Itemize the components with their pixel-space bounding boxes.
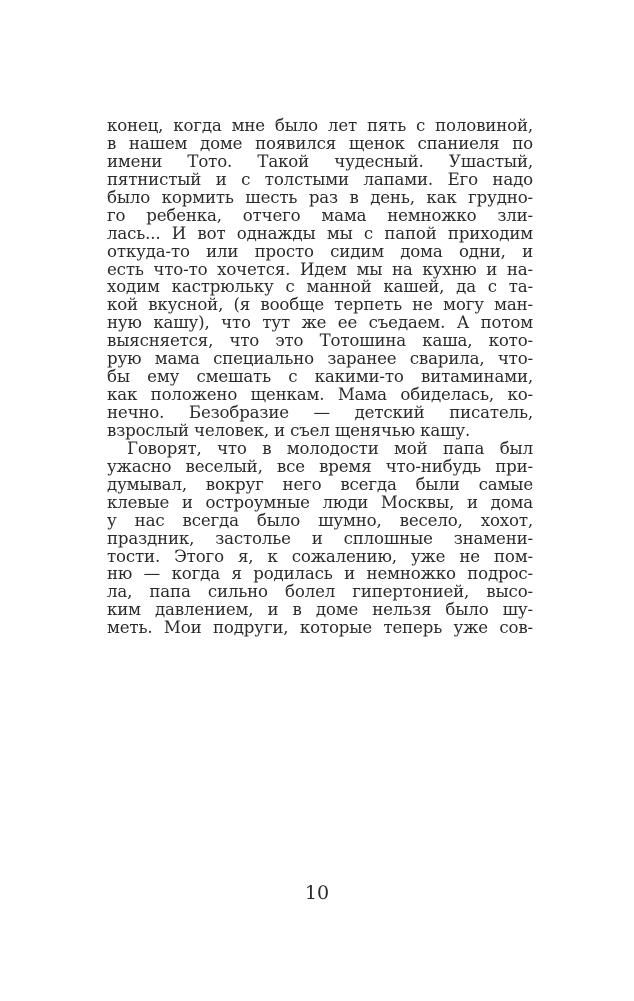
page-number: 10 bbox=[304, 882, 330, 904]
text-line: у нас всегда было шумно, весело, хохот, bbox=[107, 510, 533, 530]
page-body-text bbox=[107, 117, 533, 637]
text-line: ходим кастрюльку с манной кашей, да с та- bbox=[107, 277, 533, 297]
text-line: ужасно веселый, все время что-нибудь при- bbox=[107, 456, 533, 476]
text-line: бы ему смешать с какими-то витаминами, bbox=[107, 367, 533, 387]
text-line: тости. Этого я, к сожалению, уже не пом- bbox=[107, 546, 533, 566]
text-line: взрослый человек, и съел щенячью кашу. bbox=[107, 420, 471, 440]
text-line: клевые и остроумные люди Москвы, и дома bbox=[107, 492, 533, 512]
text-line: меть. Мои подруги, которые теперь уже сов- bbox=[107, 618, 533, 638]
text-line: откуда-то или просто сидим дома одни, и bbox=[107, 241, 533, 261]
text-line: праздник, застолье и сплошные знамени- bbox=[107, 528, 533, 548]
text-line: кой вкусной, (я вообще терпеть не могу ман- bbox=[107, 295, 533, 315]
text-line: ную кашу), что тут же ее съедаем. А потом bbox=[107, 313, 533, 333]
text-line: ким давлением, и в доме нельзя было шу- bbox=[107, 600, 533, 620]
text-line: Говорят, что в молодости мой папа был bbox=[127, 438, 533, 458]
text-line: выясняется, что это Тотошина каша, кото- bbox=[107, 331, 533, 351]
text-line: го ребенка, отчего мама немножко зли- bbox=[107, 205, 533, 225]
text-line: ню — когда я родилась и немножко подрос- bbox=[107, 564, 533, 584]
text-line: имени Тото. Такой чудесный. Ушастый, bbox=[107, 151, 533, 171]
text-line: есть что-то хочется. Идем мы на кухню и на- bbox=[107, 259, 533, 279]
text-line: нечно. Безобразие — детский писатель, bbox=[107, 403, 533, 422]
text-line: пятнистый и с толстыми лапами. Его надо bbox=[107, 169, 533, 189]
text-line: ла, папа сильно болел гипертонией, высо- bbox=[107, 582, 533, 602]
text-line: лась... И вот однажды мы с папой приходим bbox=[107, 223, 533, 243]
text-line: было кормить шесть раз в день, как грудно- bbox=[107, 187, 533, 207]
text-line: конец, когда мне было лет пять с половиной, bbox=[107, 116, 533, 135]
text-line: рую мама специально заранее сварила, что- bbox=[107, 349, 533, 369]
text-line: как положено щенкам. Мама обиделась, ко- bbox=[107, 385, 533, 405]
text-line: думывал, вокруг него всегда были самые bbox=[107, 474, 533, 494]
text-line: в нашем доме появился щенок спаниеля по bbox=[107, 133, 533, 153]
